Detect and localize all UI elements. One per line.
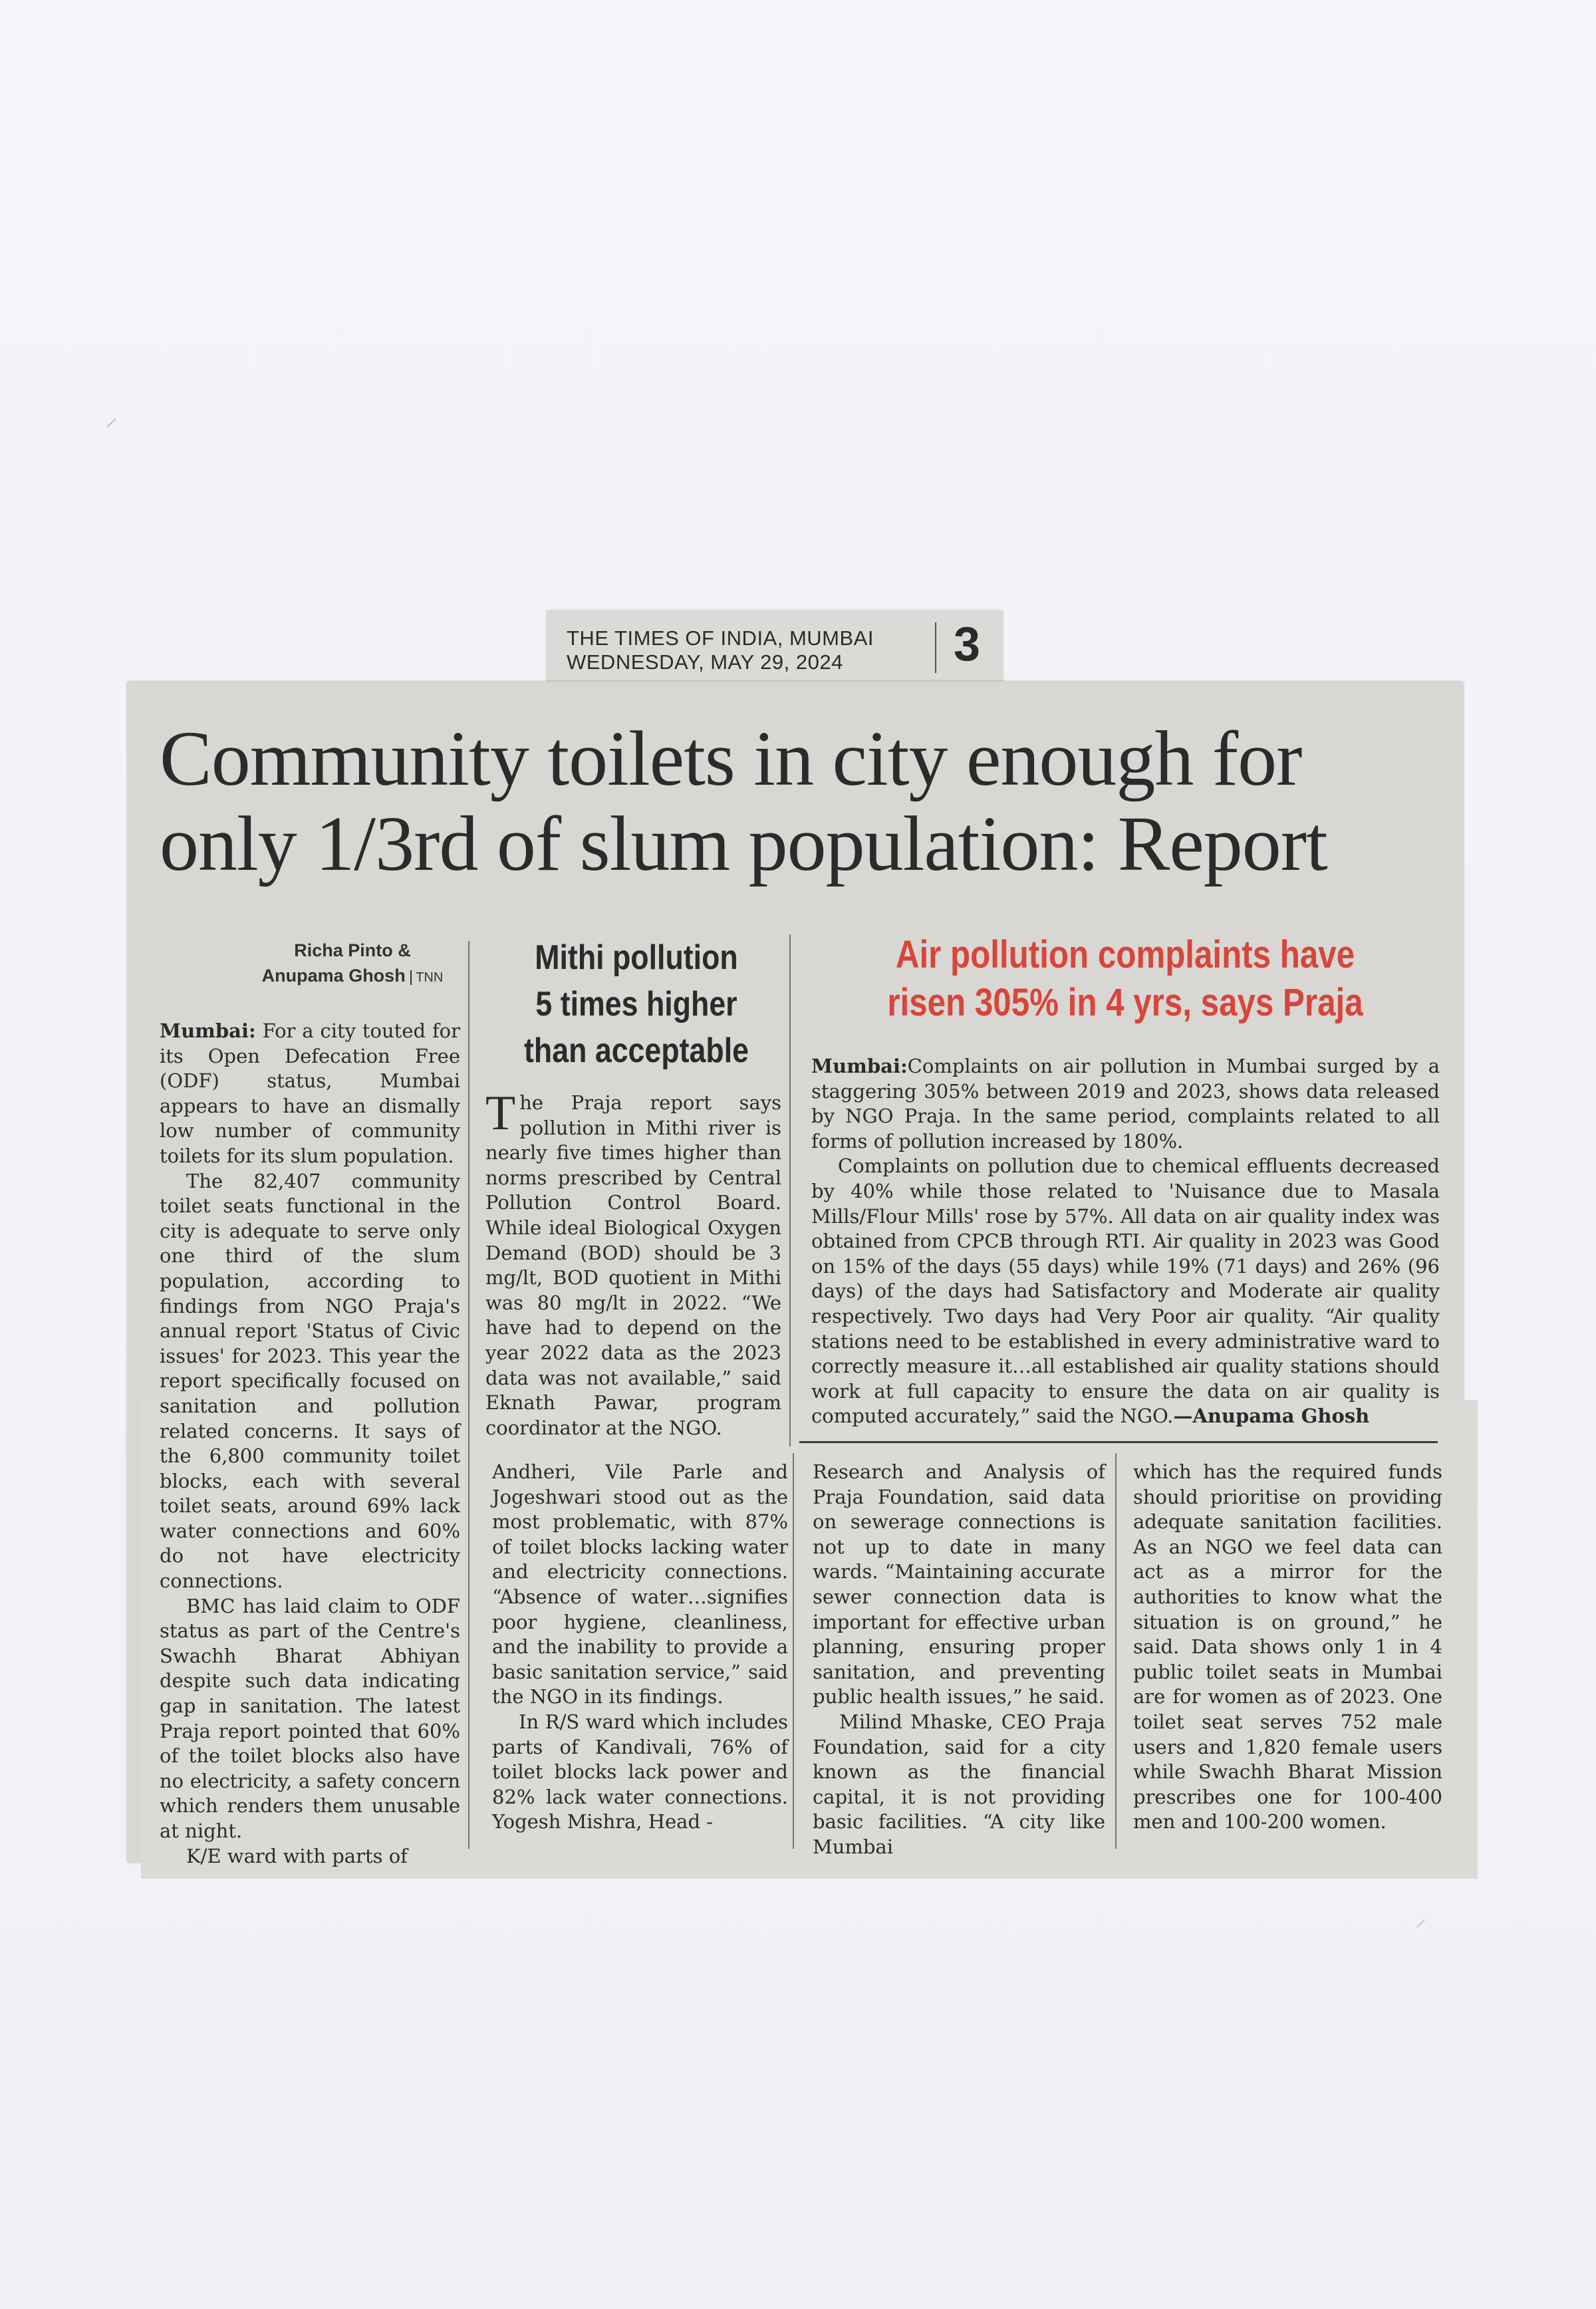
air-pollution-headline bbox=[845, 931, 1405, 1027]
mithi-headline-line-1: Mithi pollution bbox=[535, 938, 738, 977]
article-column-2 bbox=[492, 1460, 788, 1835]
newspaper-clipping bbox=[128, 682, 1463, 1867]
article-paragraph: Research and Analysis of Praja Foundation, said data on sewerage connections is not up to date in many wards. “Maintaining accurate sewer connection data is important for effective urban planning, ensuring proper sanitation, and preventing public health issues,” he said. bbox=[813, 1460, 1105, 1708]
article-paragraph: Milind Mhaske, CEO Praja Foundation, said for a city known as the financial capital, it is not providing basic facilities. “A city like Mumbai bbox=[813, 1710, 1105, 1858]
masthead-text bbox=[567, 626, 874, 674]
section-rule bbox=[799, 1441, 1438, 1443]
air-dateline: Mumbai: bbox=[811, 1055, 908, 1077]
masthead-title: THE TIMES OF INDIA, MUMBAI bbox=[567, 626, 874, 650]
headline-line-1: Community toilets in city enough for bbox=[160, 715, 1302, 802]
air-signature: —Anupama Ghosh bbox=[1173, 1405, 1370, 1428]
article-paragraph bbox=[160, 1019, 460, 1169]
article-paragraph: which has the required funds should prioritise on providing adequate sanitation facilities. As an NGO we feel data can act as a mirror for the authorities to know what the situation is on ground,” he said. Data shows only 1 in 4 public toilet seats in Mumbai are for women as of 2023. One toilet seat serves 752 male users and 1,820 female users while Swachh Bharat Mission prescribes one for 100-400 men and 100-200 women. bbox=[1133, 1460, 1442, 1834]
air-headline-line-2: risen 305% in 4 yrs, says Praja bbox=[887, 981, 1363, 1024]
byline bbox=[200, 938, 505, 990]
article-column-3 bbox=[813, 1460, 1105, 1860]
mithi-headline bbox=[505, 934, 768, 1074]
article-paragraph: In R/S ward which includes parts of Kandivali, 76% of toilet blocks lack power and 82% lack water connections. Yogesh Mishra, Head - bbox=[492, 1710, 788, 1834]
column-divider bbox=[789, 934, 791, 1446]
air-pollution-story bbox=[811, 1054, 1440, 1429]
paragraph-text: For a city touted for its Open Defecation Free (ODF) status, Mumbai appears to have an dismally low number of community toilets for its slum population. bbox=[160, 1019, 461, 1167]
air-paragraph bbox=[811, 1054, 1440, 1154]
article-paragraph: Andheri, Vile Parle and Jogeshwari stood out as the most problematic, with 87% of toilet blocks lacking water and electricity connections. “Absence of water…signifies poor hygiene, cleanliness, and the inability to provide a basic sanitation service,” said the NGO in its findings. bbox=[492, 1460, 788, 1708]
headline-line-2: only 1/3rd of slum population: Report bbox=[160, 800, 1327, 887]
mithi-headline-line-3: than acceptable bbox=[523, 1031, 749, 1070]
paragraph-text: Complaints on air pollution in Mumbai surged by a staggering 305% between 2019 and 2023, shows data released by NGO Praja. In the same period, complaints related to all forms of pollution increased by 180%. bbox=[811, 1055, 1440, 1153]
drop-cap: T bbox=[485, 1086, 516, 1141]
scan-mark: ⸝ bbox=[105, 402, 118, 432]
dateline: Mumbai: bbox=[160, 1019, 256, 1042]
air-headline-line-1: Air pollution complaints have bbox=[895, 933, 1355, 976]
column-divider bbox=[468, 941, 469, 1849]
article-column-4 bbox=[1133, 1460, 1442, 1835]
byline-author-1: Richa Pinto & bbox=[294, 940, 411, 960]
column-divider bbox=[793, 1453, 794, 1849]
air-paragraph bbox=[811, 1154, 1440, 1429]
column-divider bbox=[1115, 1453, 1117, 1849]
masthead-divider bbox=[935, 622, 936, 673]
mithi-text: he Praja report says pollution in Mithi river is nearly five times higher than norms prescribed by Central Pollution Control Board. While ideal Biological Oxygen Demand (BOD) should be 3 mg/lt, BOD quotient in Mithi was 80 mg/lt in 2022. “We have had to depend on the year 2022 data as the 2023 data was not available,” said Eknath Pawar, program coordinator at the NGO. bbox=[485, 1091, 781, 1439]
article-paragraph: The 82,407 community toilet seats functional in the city is adequate to serve only one third of the slum population, according to findings from NGO Praja's annual report 'Status of Civic issues' for 2023. This year the report specifically focused on sanitation and pollution related concerns. It says of the 6,800 community toilet blocks, each with several toilet seats, around 69% lack water connections and 60% do not have electricity connections. bbox=[160, 1169, 460, 1593]
masthead-date: WEDNESDAY, MAY 29, 2024 bbox=[567, 650, 843, 674]
byline-agency: TNN bbox=[410, 970, 443, 985]
article-paragraph: BMC has laid claim to ODF status as part of the Centre's Swachh Bharat Abhiyan despite such data indicating gap in sanitation. The latest Praja report pointed that 60% of the toilet blocks also have no electricity, a safety concern which renders them unusable at night. bbox=[160, 1594, 460, 1842]
scan-mark: ⸝ bbox=[1415, 1905, 1426, 1932]
article-column-1 bbox=[160, 1019, 460, 1869]
mithi-paragraph bbox=[485, 1086, 781, 1440]
mithi-headline-line-2: 5 times higher bbox=[535, 985, 737, 1023]
byline-author-2: Anupama Ghosh bbox=[261, 966, 406, 986]
article-paragraph: K/E ward with parts of bbox=[186, 1844, 408, 1867]
main-headline bbox=[160, 716, 1443, 886]
page-number: 3 bbox=[954, 618, 981, 671]
paragraph-text: Complaints on pollution due to chemical effluents decreased by 40% while those related to 'Nuisance due to Masala Mills/Flour Mills' rose by 57%. All data on air quality index was obtained from CPCB through RTI. Air quality in 2023 was Good on 15% of the days (55 days) while 19% (71 days) and 26% (96 days) of the days had Satisfactory and Moderate air quality respectively. Two days had Very Poor air quality. “Air quality stations need to be established in every administrative ward to correctly measure it…all established air quality stations should work at full capacity to ensure the data on air quality is computed accurately,” said the NGO. bbox=[811, 1154, 1440, 1428]
newspaper-masthead bbox=[547, 611, 1003, 684]
mithi-story-text bbox=[485, 1086, 781, 1440]
